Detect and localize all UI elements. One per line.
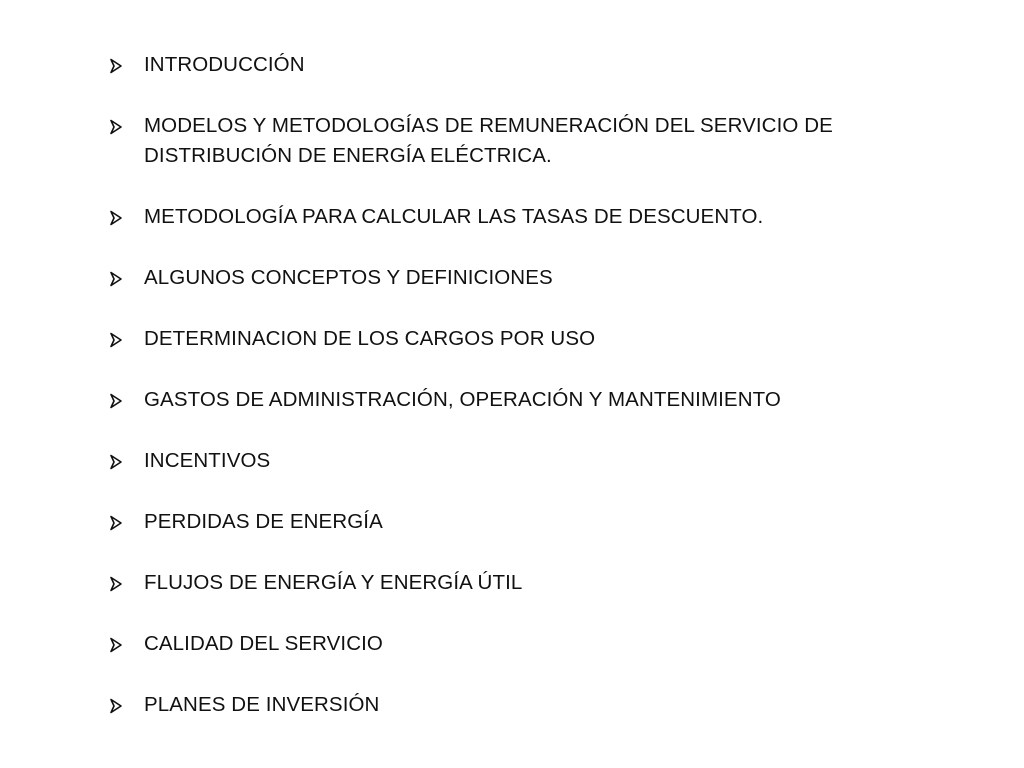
- arrowhead-bullet-icon: [108, 393, 124, 409]
- list-item-text: ALGUNOS CONCEPTOS Y DEFINICIONES: [144, 266, 553, 289]
- arrowhead-bullet-icon: [108, 210, 124, 226]
- list-item-text: GASTOS DE ADMINISTRACIÓN, OPERACIÓN Y MANTENIMIENTO: [144, 388, 781, 411]
- arrowhead-bullet-icon: [108, 271, 124, 287]
- arrowhead-bullet-icon: [108, 637, 124, 653]
- list-item: [108, 568, 888, 598]
- arrowhead-bullet-icon: [108, 515, 124, 531]
- list-item: [108, 202, 888, 232]
- agenda-list: [108, 50, 888, 720]
- list-item: [108, 50, 888, 80]
- list-item: [108, 324, 888, 354]
- list-item: [108, 385, 888, 415]
- arrowhead-bullet-icon: [108, 698, 124, 714]
- list-item: [108, 690, 888, 720]
- arrowhead-bullet-icon: [108, 332, 124, 348]
- list-item: [108, 629, 888, 659]
- list-item-text: MODELOS Y METODOLOGÍAS DE REMUNERACIÓN DEL SERVICIO DE DISTRIBUCIÓN DE ENERGÍA ELÉCTRICA.: [144, 114, 833, 167]
- list-item: [108, 446, 888, 476]
- list-item-text: DETERMINACION DE LOS CARGOS POR USO: [144, 327, 596, 350]
- list-item-text: INCENTIVOS: [144, 449, 271, 472]
- arrowhead-bullet-icon: [108, 576, 124, 592]
- list-item-text: INTRODUCCIÓN: [144, 53, 305, 76]
- list-item: [108, 507, 888, 537]
- list-item: [108, 111, 888, 171]
- arrowhead-bullet-icon: [108, 119, 124, 135]
- list-item-text: PLANES DE INVERSIÓN: [144, 693, 380, 716]
- list-item-text: PERDIDAS DE ENERGÍA: [144, 510, 383, 533]
- list-item-text: CALIDAD DEL SERVICIO: [144, 632, 383, 655]
- arrowhead-bullet-icon: [108, 58, 124, 74]
- arrowhead-bullet-icon: [108, 454, 124, 470]
- list-item-text: METODOLOGÍA PARA CALCULAR LAS TASAS DE DESCUENTO.: [144, 205, 764, 228]
- list-item: [108, 263, 888, 293]
- list-item-text: FLUJOS DE ENERGÍA Y ENERGÍA ÚTIL: [144, 571, 523, 594]
